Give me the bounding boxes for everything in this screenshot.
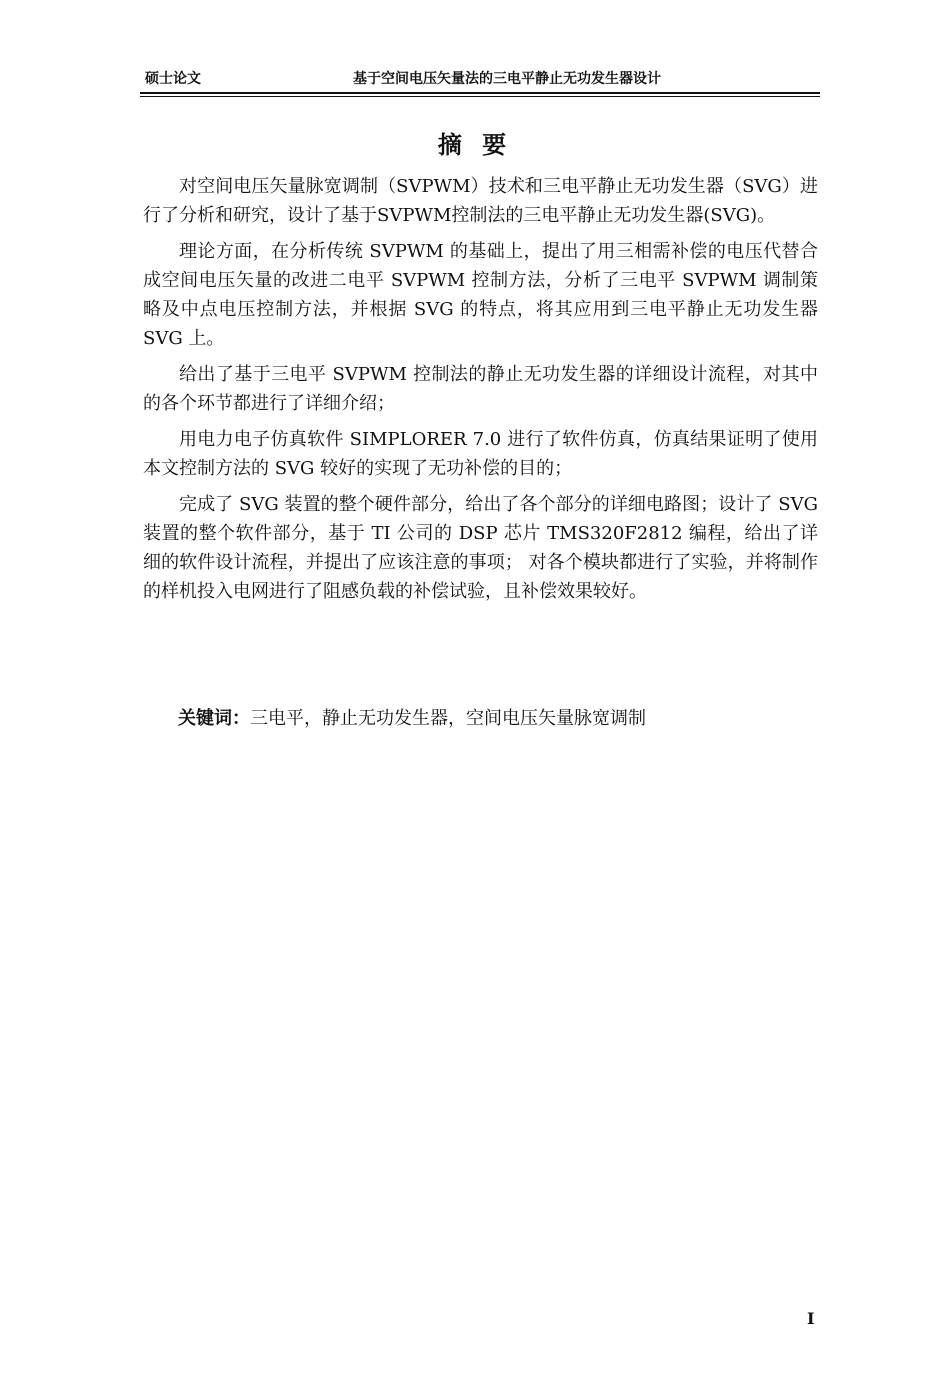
page-number: I [807, 1309, 815, 1328]
running-header [140, 68, 820, 90]
abstract-paragraph: 完成了 SVG 装置的整个硬件部分，给出了各个部分的详细电路图；设计了 SVG 装置的整个软件部分，基于 TI 公司的 DSP 芯片 TMS320F2812 编程，给出了详细的软件设计流程，并提出了应该注意的事项； 对各个模块都进行了实验，并将制作的样机投入电网进行了阻感负载的补偿试验，且补偿效果较好。 [143, 494, 818, 602]
header-thesis-title: 基于空间电压矢量法的三电平静止无功发生器设计 [353, 71, 661, 87]
keywords-line [178, 704, 818, 733]
header-rule-secondary [140, 96, 820, 97]
abstract-heading: 摘 要 [437, 131, 513, 159]
abstract-paragraph: 理论方面，在分析传统 SVPWM 的基础上，提出了用三相需补偿的电压代替合成空间电压矢量的改进二电平 SVPWM 控制方法，分析了三电平 SVPWM 调制策略及中点电压控制方法，并根据 SVG 的特点，将其应用到三电平静止无功发生器 SVG 上。 [143, 241, 818, 349]
abstract-body [143, 172, 818, 613]
abstract-paragraph: 对空间电压矢量脉宽调制（SVPWM）技术和三电平静止无功发生器（SVG）进行了分析和研究，设计了基于SVPWM控制法的三电平静止无功发生器(SVG)。 [143, 176, 818, 226]
abstract-paragraph: 用电力电子仿真软件 SIMPLORER 7.0 进行了软件仿真，仿真结果证明了使用本文控制方法的 SVG 较好的实现了无功补偿的目的； [143, 429, 818, 479]
abstract-paragraph: 给出了基于三电平 SVPWM 控制法的静止无功发生器的详细设计流程，对其中的各个环节都进行了详细介绍； [143, 364, 818, 414]
keywords-label: 关键词： [178, 708, 250, 729]
keywords-list: 三电平，静止无功发生器，空间电压矢量脉宽调制 [250, 708, 646, 729]
header-thesis-type: 硕士论文 [145, 71, 201, 87]
header-rule [140, 92, 820, 94]
